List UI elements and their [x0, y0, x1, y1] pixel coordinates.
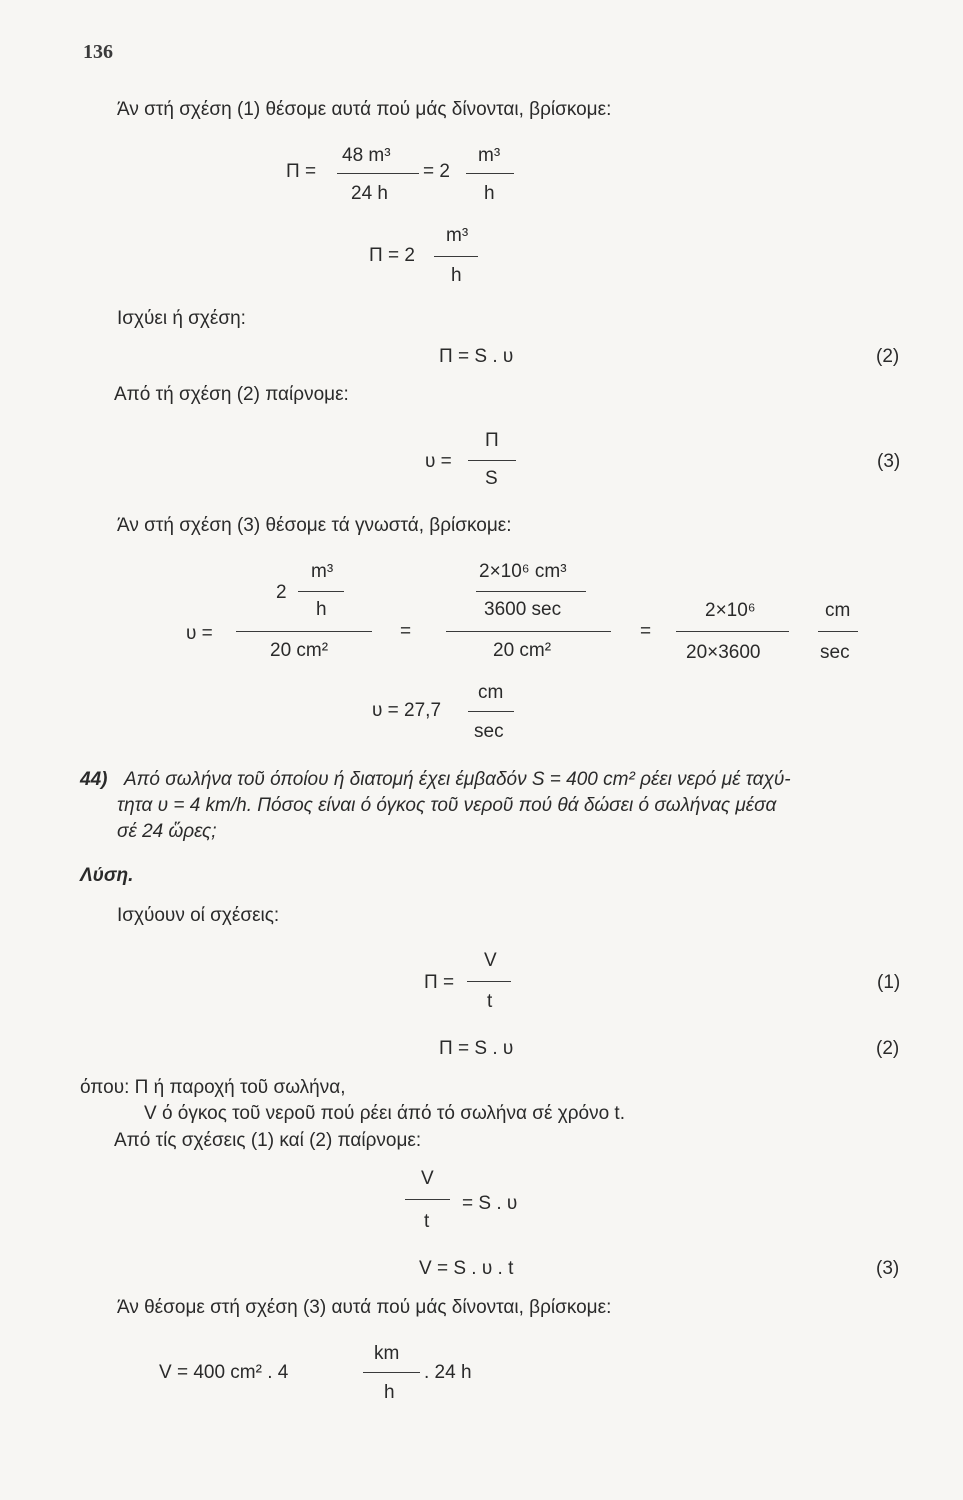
eq11-num: km: [374, 1343, 400, 1364]
page-number: 136: [83, 41, 113, 63]
eq5-b-num: 2×10⁶ cm³: [479, 561, 567, 582]
eq1-mid: = 2: [423, 161, 450, 182]
eq1-den1: 24 h: [351, 183, 388, 204]
eq1-num2: m³: [478, 145, 501, 166]
paragraph-3: Από τή σχέση (2) παίρνομε:: [114, 384, 349, 405]
eq5-a-coef: 2: [276, 582, 287, 603]
paragraph-6: Από τίς σχέσεις (1) καί (2) παίρνομε:: [114, 1130, 422, 1151]
eq11-rhs: . 24 h: [424, 1362, 472, 1383]
eq5-c-line: [676, 631, 789, 632]
eq7-den: t: [487, 991, 493, 1012]
eq7-num: V: [484, 950, 497, 971]
eq5-b-den: 3600 sec: [484, 599, 562, 620]
eq2-num: m³: [446, 225, 469, 246]
eq10: V = S . υ . t: [419, 1258, 514, 1279]
paragraph-4: Άν στή σχέση (3) θέσομε τά γνωστά, βρίσκομε:: [117, 515, 512, 536]
paragraph-7: Άν θέσομε στή σχέση (3) αυτά πού μάς δίνονται, βρίσκομε:: [117, 1297, 612, 1318]
eq2-line: [434, 256, 478, 257]
eq6-den: sec: [474, 721, 504, 742]
eq3: Π = S . υ: [439, 346, 514, 367]
eq5-eq-b: =: [640, 621, 652, 642]
eq4-den: S: [485, 468, 498, 489]
eq3-tag: (2): [876, 346, 900, 367]
eq5-a-bottom: 20 cm²: [270, 640, 329, 661]
where-line-1: όπου: Π ή παροχή τοῦ σωλήνα,: [80, 1077, 346, 1098]
paragraph-2: Ισχύει ή σχέση:: [117, 308, 246, 329]
eq7-lhs: Π =: [424, 972, 455, 993]
problem-line-1: Από σωλήνα τοῦ όποίου ή διατομή έχει έμβαδόν S = 400 cm² ρέει νερό μέ ταχύ-: [124, 769, 791, 790]
eq5-lhs: υ =: [186, 623, 213, 644]
eq5-c-den: 20×3600: [686, 642, 761, 663]
eq1-line1: [337, 173, 419, 174]
eq4-lhs: υ =: [425, 451, 452, 472]
eq5-b-line: [476, 591, 586, 592]
eq1-den2: h: [484, 183, 495, 204]
eq5-d-line: [818, 631, 858, 632]
eq6-line: [468, 711, 514, 712]
eq7-tag: (1): [877, 972, 901, 993]
eq5-b-main-line: [446, 631, 611, 632]
eq6-num: cm: [478, 682, 504, 703]
eq5-a-line: [298, 591, 344, 592]
eq5-c-num: 2×10⁶: [705, 600, 756, 621]
eq8-tag: (2): [876, 1038, 900, 1059]
eq5-b-bottom: 20 cm²: [493, 640, 552, 661]
problem-line-3: σέ 24 ὥρες;: [117, 821, 217, 842]
eq10-tag: (3): [876, 1258, 900, 1279]
eq1-num1: 48 m³: [342, 145, 391, 166]
eq4-num: Π: [485, 430, 499, 451]
eq5-a-main-line: [236, 631, 372, 632]
eq9-den: t: [424, 1211, 430, 1232]
eq4-tag: (3): [877, 451, 901, 472]
eq2-den: h: [451, 265, 462, 286]
eq4-line: [468, 460, 516, 461]
eq11-lhs: V = 400 cm² . 4: [159, 1362, 289, 1383]
eq2-lhs: Π = 2: [369, 245, 415, 266]
eq9-num: V: [421, 1168, 434, 1189]
problem-line-2: τητα υ = 4 km/h. Πόσος είναι ό όγκος τοῦ νεροῦ πού θά δώσει ό σωλήνας μέσα: [117, 795, 777, 816]
where-line-2: V ό όγκος τοῦ νεροῦ πού ρέει άπό τό σωλήνα σέ χρόνο t.: [144, 1103, 625, 1124]
paragraph-5: Ισχύουν οί σχέσεις:: [117, 905, 280, 926]
eq5-eq-a: =: [400, 621, 412, 642]
eq7-line: [467, 981, 511, 982]
eq5-a-den: h: [316, 599, 327, 620]
eq5-d-num: cm: [825, 600, 851, 621]
eq11-den: h: [384, 1382, 395, 1403]
eq1-lhs: Π =: [286, 161, 317, 182]
paragraph-1: Άν στή σχέση (1) θέσομε αυτά πού μάς δίνονται, βρίσκομε:: [117, 99, 612, 120]
eq8: Π = S . υ: [439, 1038, 514, 1059]
eq5-d-den: sec: [820, 642, 850, 663]
eq9-rhs: = S . υ: [462, 1193, 518, 1214]
problem-number: 44): [80, 769, 108, 790]
eq11-line: [363, 1372, 420, 1373]
eq6-lhs: υ = 27,7: [372, 700, 442, 721]
eq9-line: [405, 1199, 450, 1200]
solution-label: Λύση.: [80, 865, 134, 886]
eq1-line2: [466, 173, 514, 174]
eq5-a-num: m³: [311, 561, 334, 582]
